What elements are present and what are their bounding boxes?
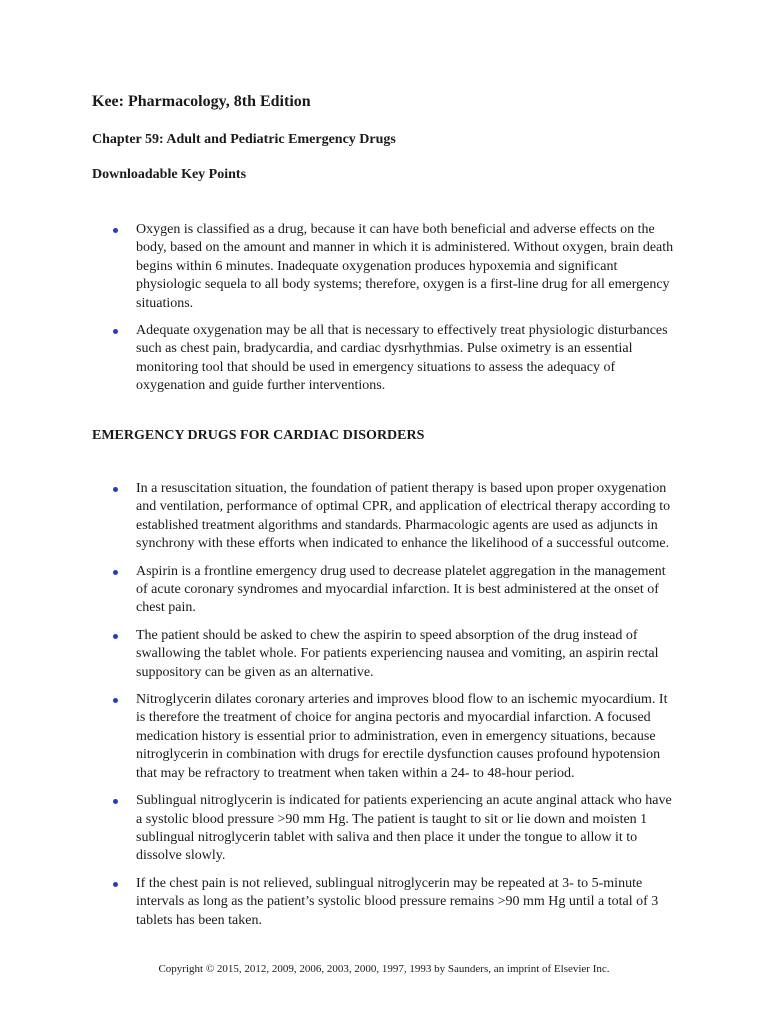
copyright-footer: Copyright © 2015, 2012, 2009, 2006, 2003, 2000, 1997, 1993 by Saunders, an imprint of Elsevier Inc. (158, 963, 610, 975)
cardiac-bullet-list (110, 480, 680, 939)
bullet-text: Aspirin is a frontline emergency drug used to decrease platelet aggregation in the management of acute coronary syndromes and myocardial infarction. It is best administered at the onset of chest pain. (136, 563, 666, 616)
bullet-icon (113, 634, 118, 639)
chapter-title: Chapter 59: Adult and Pediatric Emergency Drugs (92, 132, 396, 147)
bullet-text: If the chest pain is not relieved, sublingual nitroglycerin may be repeated at 3- to 5-minute intervals as long as the patient’s systolic blood pressure remains >90 mm Hg until a total of 3 tablets has been taken. (136, 875, 659, 928)
bullet-icon (113, 799, 118, 804)
bullet-icon (113, 487, 118, 492)
document-subtitle: Downloadable Key Points (92, 167, 247, 182)
bullet-text: Sublingual nitroglycerin is indicated for patients experiencing an acute anginal attack who have a systolic blood pressure >90 mm Hg. The patient is taught to sit or lie down and moisten 1 sublingual nitroglycerin tablet with saliva and then place it under the tongue to allow it to dissolve slowly. (136, 793, 672, 864)
intro-bullet-list (110, 221, 680, 405)
list-item (110, 322, 680, 396)
list-item (110, 480, 680, 554)
list-item (110, 221, 680, 313)
list-item (110, 691, 680, 783)
list-item (110, 875, 680, 930)
document-title: Kee: Pharmacology, 8th Edition (92, 93, 311, 110)
bullet-text: The patient should be asked to chew the aspirin to speed absorption of the drug instead of swallowing the tablet whole. For patients experiencing nausea and vomiting, an aspirin rectal suppository can be given as an alternative. (136, 627, 659, 680)
bullet-icon (113, 570, 118, 575)
bullet-icon (113, 698, 118, 703)
bullet-text: Oxygen is classified as a drug, because it can have both beneficial and adverse effects on the body, based on the amount and manner in which it is administered. Without oxygen, brain death begins within 6 minutes. Inadequate oxygenation produces hypoxemia and significant physiologic sequela to all body systems; therefore, oxygen is a first-line drug for all emergency situations. (136, 222, 674, 311)
bullet-icon (113, 882, 118, 887)
list-item (110, 627, 680, 682)
bullet-text: In a resuscitation situation, the foundation of patient therapy is based upon proper oxygenation and ventilation, performance of optimal CPR, and application of electrical therapy according to established treatment algorithms and standards. Pharmacologic agents are used as adjuncts in synchrony with these efforts when indicated to enhance the likelihood of a successful outcome. (136, 481, 671, 552)
bullet-icon (113, 228, 118, 233)
bullet-icon (113, 329, 118, 334)
list-item (110, 563, 680, 618)
list-item (110, 792, 680, 866)
bullet-text: Nitroglycerin dilates coronary arteries and improves blood flow to an ischemic myocardium. It is therefore the treatment of choice for angina pectoris and myocardial infarction. A focused medication history is essential prior to administration, even in emergency situations, because nitroglycerin in combination with drugs for erectile dysfunction causes profound hypotension that may be refractory to treatment when taken within a 24- to 48-hour period. (136, 692, 668, 781)
section-heading: EMERGENCY DRUGS FOR CARDIAC DISORDERS (92, 428, 425, 443)
bullet-text: Adequate oxygenation may be all that is necessary to effectively treat physiologic disturbances such as chest pain, bradycardia, and cardiac dysrhythmias. Pulse oximetry is an essential monitoring tool that should be used in emergency situations to assess the adequacy of oxygenation and guide further interventions. (136, 323, 668, 394)
